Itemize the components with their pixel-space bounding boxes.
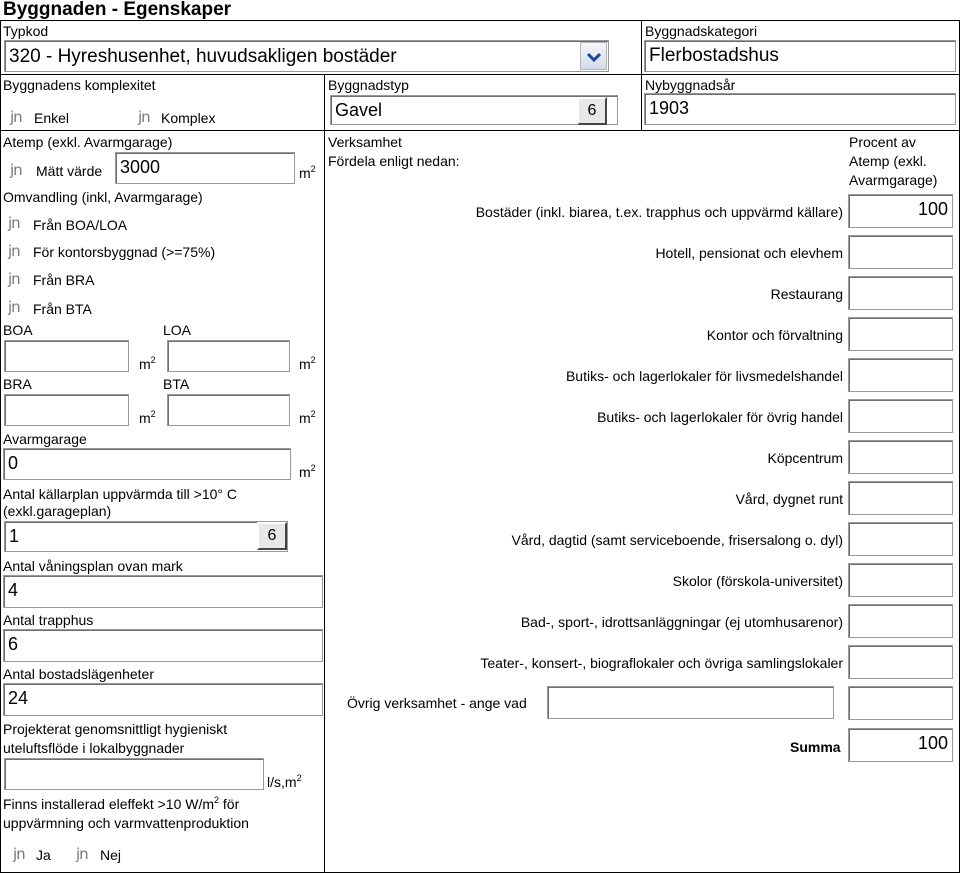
radio-ja-label: Ja — [36, 847, 51, 863]
activity-label: Vård, dygnet runt — [735, 491, 843, 507]
radio-enkel[interactable]: jn — [10, 108, 22, 126]
ovrig-percent-field[interactable] — [848, 686, 953, 720]
activity-label: Bad-, sport-, idrottsanläggningar (ej utomhusarenor) — [520, 614, 843, 630]
bta-label: BTA — [163, 376, 190, 392]
summa-label: Summa — [790, 739, 841, 755]
verksamhet-label: Verksamhet — [328, 134, 402, 150]
divider — [641, 20, 642, 130]
atemp-field[interactable]: 3000 — [115, 152, 295, 184]
bra-label: BRA — [3, 376, 32, 392]
trapphus-field[interactable]: 6 — [3, 629, 323, 662]
uteluft-unit: $l/s,m^2$ — [267, 773, 302, 790]
activity-label: Skolor (förskola-universitet) — [672, 573, 843, 589]
radio-bta-label: Från BTA — [33, 301, 92, 317]
activity-percent-field[interactable] — [848, 358, 953, 392]
kategori-field[interactable]: Flerbostadshus — [644, 40, 956, 72]
vaningsplan-label: Antal våningsplan ovan mark — [3, 558, 183, 574]
radio-bra[interactable]: jn — [8, 270, 20, 288]
loa-label: LOA — [163, 322, 192, 338]
activity-label: Vård, dagtid (samt serviceboende, frisersalong o. dyl) — [511, 532, 843, 548]
uteluft-label-2: uteluftsflöde i lokalbyggnader — [3, 740, 185, 756]
eleffekt-label: Finns installerad eleffekt >10 $W/m^2$ för — [3, 795, 240, 812]
ovrig-label: Övrig verksamhet - ange vad — [347, 695, 527, 711]
summa-field: 100 — [848, 728, 953, 762]
activity-label: Butiks- och lagerlokaler för övrig handel — [597, 409, 843, 425]
avarmgarage-unit: $m^2$ — [299, 463, 316, 480]
atemp-label: Atemp (exkl. Avarmgarage) — [3, 134, 173, 150]
activity-label: Köpcentrum — [767, 450, 843, 466]
ovrig-text-field[interactable] — [547, 686, 834, 719]
procent-header: Procent av — [849, 134, 916, 150]
byggnadstyp-label: Byggnadstyp — [328, 77, 409, 93]
kategori-label: Byggnadskategori — [645, 23, 758, 39]
activity-percent-field[interactable] — [848, 563, 953, 597]
divider — [0, 130, 960, 131]
kallarplan-label: Antal källarplan uppvärmda till >10° C — [3, 486, 238, 502]
procent-header-3: Avarmgarage) — [849, 172, 938, 188]
radio-ja[interactable]: jn — [13, 845, 25, 863]
activity-percent-field[interactable]: 100 — [848, 194, 953, 228]
activity-label: Bostäder (inkl. biarea, t.ex. trapphus och uppvärmd källare) — [475, 204, 843, 220]
activity-percent-field[interactable] — [848, 317, 953, 351]
radio-enkel-label: Enkel — [34, 110, 70, 126]
radio-nej-label: Nej — [100, 847, 122, 863]
divider — [0, 74, 960, 75]
activity-percent-field[interactable] — [848, 522, 953, 556]
activity-label: Hotell, pensionat och elevhem — [655, 245, 843, 261]
atemp-unit: $m^2$ — [299, 164, 316, 181]
radio-bta[interactable]: jn — [8, 298, 20, 316]
radio-nej[interactable]: jn — [76, 845, 88, 863]
activity-percent-field[interactable] — [848, 276, 953, 310]
avarmgarage-label: Avarmgarage — [3, 431, 87, 447]
lagenheter-field[interactable]: 24 — [3, 683, 323, 716]
komplexitet-label: Byggnadens komplexitet — [3, 77, 156, 93]
radio-bra-label: Från BRA — [33, 272, 95, 288]
boa-unit: $m^2$ — [139, 355, 156, 372]
radio-boa-loa-label: Från BOA/LOA — [33, 217, 128, 233]
verksamhet-sub: Fördela enligt nedan: — [328, 153, 460, 169]
divider — [324, 74, 325, 873]
activity-label: Restaurang — [770, 286, 843, 302]
activity-percent-field[interactable] — [848, 645, 953, 679]
activity-label: Teater-, konsert-, biograflokaler och övriga samlingslokaler — [480, 655, 843, 671]
radio-kontor-label: För kontorsbyggnad (>=75%) — [33, 244, 216, 260]
kallarplan-spin-button[interactable]: 6 — [257, 522, 287, 550]
nybyggnadsar-field[interactable]: 1903 — [644, 93, 956, 125]
activity-label: Butiks- och lagerlokaler för livsmedelshandel — [565, 368, 843, 384]
bra-field[interactable] — [4, 394, 129, 426]
radio-matt-varde[interactable]: jn — [10, 161, 22, 179]
omvandling-label: Omvandling (inkl, Avarmgarage) — [3, 189, 203, 205]
loa-field[interactable] — [167, 340, 290, 372]
page-title: Byggnaden - Egenskaper — [3, 0, 232, 20]
bta-unit: $m^2$ — [299, 409, 316, 426]
typkod-dropdown-button[interactable] — [580, 42, 607, 70]
lagenheter-label: Antal bostadslägenheter — [3, 666, 154, 682]
activity-percent-field[interactable] — [848, 481, 953, 515]
vaningsplan-field[interactable]: 4 — [3, 575, 323, 608]
boa-field[interactable] — [4, 340, 129, 372]
radio-kontor[interactable]: jn — [8, 242, 20, 260]
radio-komplex-label: Komplex — [161, 110, 216, 126]
radio-boa-loa[interactable]: jn — [8, 214, 20, 232]
chevron-down-icon — [587, 52, 601, 62]
uteluft-field[interactable] — [4, 758, 264, 790]
eleffekt-label-2: uppvärmning och varmvattenproduktion — [3, 815, 249, 831]
activity-percent-field[interactable] — [848, 440, 953, 474]
activity-label: Kontor och förvaltning — [706, 327, 843, 343]
byggnadstyp-spin-button[interactable]: 6 — [577, 97, 607, 125]
nybyggnadsar-label: Nybyggnadsår — [645, 77, 736, 93]
typkod-label: Typkod — [3, 23, 49, 39]
uteluft-label: Projekterat genomsnittligt hygieniskt — [3, 721, 228, 737]
radio-komplex[interactable]: jn — [138, 108, 150, 126]
loa-unit: $m^2$ — [299, 355, 316, 372]
activity-percent-field[interactable] — [848, 399, 953, 433]
procent-header-2: Atemp (exkl. — [849, 153, 927, 169]
bta-field[interactable] — [167, 394, 290, 426]
typkod-value: 320 - Hyreshusenhet, huvudsakligen bostäder — [9, 46, 397, 67]
typkod-select[interactable] — [4, 40, 609, 72]
activity-percent-field[interactable] — [848, 235, 953, 269]
boa-label: BOA — [3, 322, 33, 338]
avarmgarage-field[interactable]: 0 — [3, 448, 291, 480]
activity-percent-field[interactable] — [848, 604, 953, 638]
kallarplan-label-2: (exkl.garageplan) — [3, 503, 112, 519]
radio-matt-varde-label: Mätt värde — [36, 163, 103, 179]
bra-unit: $m^2$ — [139, 409, 156, 426]
byggnadstyp-field[interactable]: Gavel — [330, 95, 618, 125]
kallarplan-field[interactable]: 1 — [4, 521, 288, 552]
trapphus-label: Antal trapphus — [3, 612, 94, 628]
